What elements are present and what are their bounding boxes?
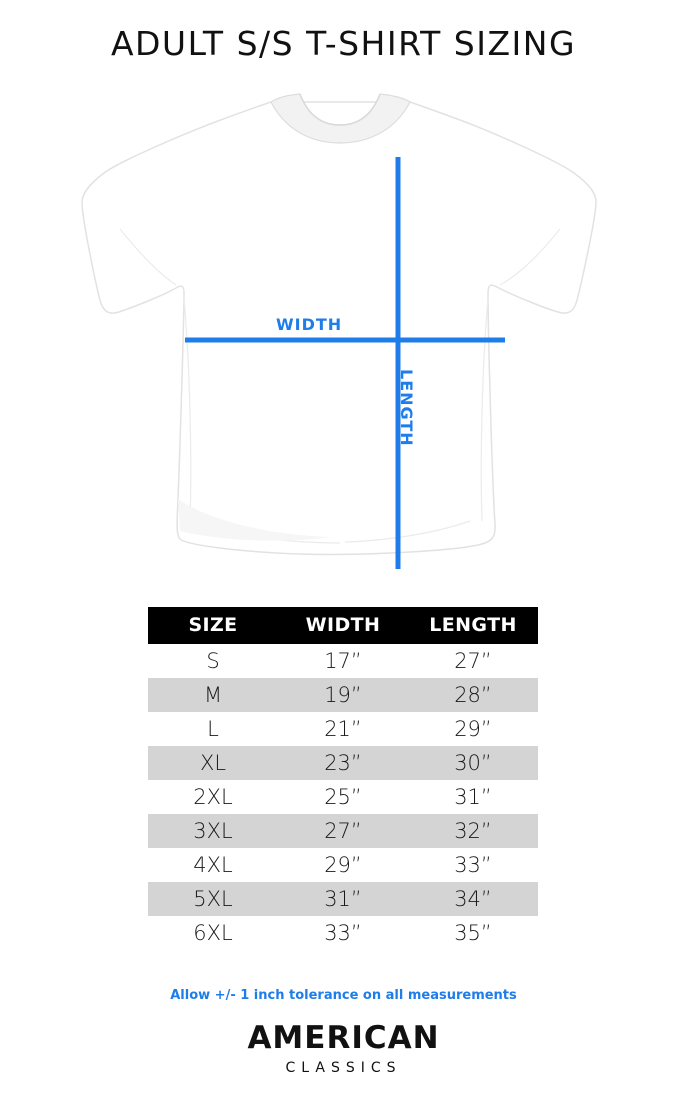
cell-size: L bbox=[148, 712, 278, 746]
column-header-length: LENGTH bbox=[408, 607, 538, 644]
cell-length: 27” bbox=[408, 644, 538, 678]
size-chart-table bbox=[148, 607, 538, 950]
cell-width: 19” bbox=[278, 678, 408, 712]
cell-width: 27” bbox=[278, 814, 408, 848]
tolerance-note: Allow +/- 1 inch tolerance on all measurements bbox=[170, 988, 517, 1003]
brand-name: AMERICAN bbox=[247, 1020, 440, 1056]
cell-width: 31” bbox=[278, 882, 408, 916]
cell-width: 21” bbox=[278, 712, 408, 746]
brand-subtitle: CLASSICS bbox=[285, 1060, 402, 1076]
table-row bbox=[148, 712, 538, 746]
column-header-width: WIDTH bbox=[278, 607, 408, 644]
cell-width: 33” bbox=[278, 916, 408, 950]
tshirt-illustration bbox=[0, 69, 687, 569]
cell-size: 4XL bbox=[148, 848, 278, 882]
table-row bbox=[148, 678, 538, 712]
length-label: LENGTH bbox=[397, 369, 416, 447]
cell-length: 35” bbox=[408, 916, 538, 950]
column-header-size: SIZE bbox=[148, 607, 278, 644]
cell-length: 31” bbox=[408, 780, 538, 814]
cell-width: 29” bbox=[278, 848, 408, 882]
cell-width: 17” bbox=[278, 644, 408, 678]
cell-width: 23” bbox=[278, 746, 408, 780]
cell-length: 33” bbox=[408, 848, 538, 882]
table-row bbox=[148, 814, 538, 848]
cell-length: 32” bbox=[408, 814, 538, 848]
cell-size: 2XL bbox=[148, 780, 278, 814]
cell-size: 3XL bbox=[148, 814, 278, 848]
table-row bbox=[148, 848, 538, 882]
table-header-row bbox=[148, 607, 538, 644]
tshirt-diagram bbox=[0, 69, 687, 569]
page-title: ADULT S/S T-SHIRT SIZING bbox=[110, 24, 577, 63]
table-row bbox=[148, 882, 538, 916]
cell-width: 25” bbox=[278, 780, 408, 814]
table-row bbox=[148, 916, 538, 950]
cell-length: 29” bbox=[408, 712, 538, 746]
table-row bbox=[148, 746, 538, 780]
table-row bbox=[148, 644, 538, 678]
cell-size: M bbox=[148, 678, 278, 712]
cell-size: S bbox=[148, 644, 278, 678]
cell-length: 30” bbox=[408, 746, 538, 780]
cell-size: 6XL bbox=[148, 916, 278, 950]
cell-size: XL bbox=[148, 746, 278, 780]
cell-length: 34” bbox=[408, 882, 538, 916]
cell-length: 28” bbox=[408, 678, 538, 712]
table-row bbox=[148, 780, 538, 814]
width-label: WIDTH bbox=[276, 315, 343, 334]
cell-size: 5XL bbox=[148, 882, 278, 916]
